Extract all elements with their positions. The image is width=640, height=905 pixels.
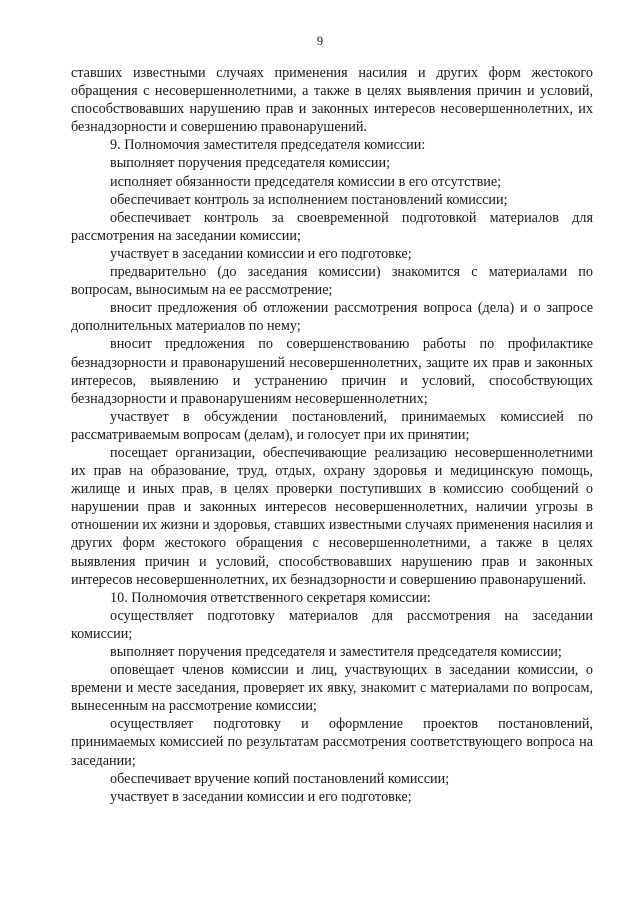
paragraph: участвует в заседании комиссии и его подготовке; bbox=[110, 788, 412, 805]
paragraph: вносит предложения об отложении рассмотрения вопроса (дела) и о запросе дополнительных материалов по нему; bbox=[71, 300, 593, 335]
page-number: 9 bbox=[316, 34, 324, 48]
paragraph: обеспечивает вручение копий постановлений комиссии; bbox=[110, 770, 450, 787]
paragraph: участвует в обсуждении постановлений, принимаемых комиссией по рассматриваемым вопросам (делам), и голосует при их принятии; bbox=[71, 408, 593, 443]
paragraph-continuation: ставших известными случаях применения насилия и других форм жестокого обращения с несовершеннолетними, а также в целях выявления причин и условий, способствовавших нарушению прав и законных интересов несовершеннолетних, их безнадзорности и совершению правонарушений. bbox=[71, 65, 593, 136]
paragraph: участвует в заседании комиссии и его подготовке; bbox=[110, 245, 412, 262]
paragraph: осуществляет подготовку материалов для рассмотрения на заседании комиссии; bbox=[71, 607, 593, 642]
paragraph: предварительно (до заседания комиссии) знакомится с материалами по вопросам, выносимым на ее рассмотрение; bbox=[71, 264, 593, 299]
document-body bbox=[71, 64, 593, 806]
section-heading-10: 10. Полномочия ответственного секретаря комиссии: bbox=[110, 589, 431, 606]
paragraph: вносит предложения по совершенствованию работы по профилактике безнадзорности и правонарушений несовершеннолетних, защите их прав и законных интересов, выявлению и устранению причин и условий, способствующих безнадзорности и правонарушениям несовершеннолетних; bbox=[71, 336, 593, 407]
paragraph: выполняет поручения председателя и заместителя председателя комиссии; bbox=[110, 644, 562, 660]
paragraph: посещает организации, обеспечивающие реализацию несовершеннолетними их прав на образование, труд, отдых, охрану здоровья и медицинскую помощь, жилище и иных прав, в целях проверки поступивших в комиссию сообщений о нарушении прав и законных интересов несовершеннолетних, наличии угрозы в отношении их жизни и здоровья, ставших известными случаях применения насилия и других форм жестокого обращения с несовершеннолетними, а также в целях выявления причин и условий, способствовавших нарушению прав и законных интересов несовершеннолетних, их безнадзорности и совершению правонарушений. bbox=[71, 444, 593, 588]
paragraph: исполняет обязанности председателя комиссии в его отсутствие; bbox=[110, 173, 502, 190]
section-heading-9: 9. Полномочия заместителя председателя комиссии: bbox=[110, 137, 426, 154]
paragraph: обеспечивает контроль за исполнением постановлений комиссии; bbox=[110, 191, 508, 208]
paragraph: оповещает членов комиссии и лиц, участвующих в заседании комиссии, о времени и месте заседания, проверяет их явку, знакомит с материалами по вопросам, вынесенным на рассмотрение комиссии; bbox=[71, 662, 593, 715]
paragraph: выполняет поручения председателя комиссии; bbox=[110, 155, 391, 172]
paragraph: осуществляет подготовку и оформление проектов постановлений, принимаемых комиссией по результатам рассмотрения соответствующего вопроса на заседании; bbox=[71, 716, 593, 769]
paragraph: обеспечивает контроль за своевременной подготовкой материалов для рассмотрения на заседании комиссии; bbox=[71, 209, 593, 244]
